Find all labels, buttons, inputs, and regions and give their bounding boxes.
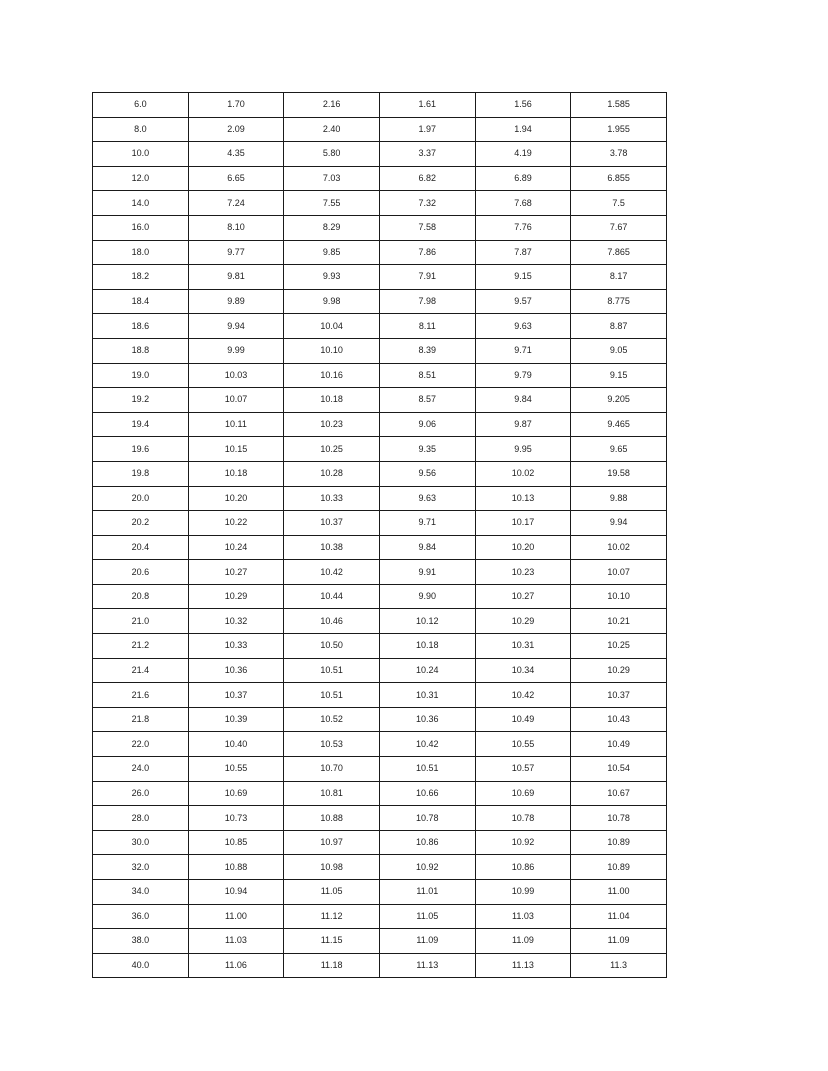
table-cell: 16.0 <box>93 215 189 240</box>
table-cell: 10.07 <box>571 560 667 585</box>
table-cell: 21.0 <box>93 609 189 634</box>
table-cell: 19.0 <box>93 363 189 388</box>
table-row <box>93 486 667 511</box>
table-row <box>93 806 667 831</box>
table-cell: 19.58 <box>571 461 667 486</box>
table-cell: 10.12 <box>379 609 475 634</box>
table-cell: 9.77 <box>188 240 284 265</box>
table-cell: 9.63 <box>475 314 571 339</box>
table-cell: 10.57 <box>475 757 571 782</box>
table-cell: 1.70 <box>188 93 284 118</box>
table-cell: 10.36 <box>379 707 475 732</box>
table-row <box>93 215 667 240</box>
table-cell: 9.88 <box>571 486 667 511</box>
table-cell: 28.0 <box>93 806 189 831</box>
table-cell: 10.78 <box>571 806 667 831</box>
table-cell: 10.85 <box>188 830 284 855</box>
table-cell: 10.97 <box>284 830 380 855</box>
table-row <box>93 363 667 388</box>
table-cell: 10.44 <box>284 584 380 609</box>
table-cell: 7.67 <box>571 215 667 240</box>
table-cell: 9.94 <box>571 511 667 536</box>
table-cell: 11.03 <box>475 904 571 929</box>
table-cell: 20.2 <box>93 511 189 536</box>
table-cell: 18.2 <box>93 265 189 290</box>
table-row <box>93 388 667 413</box>
table-cell: 34.0 <box>93 880 189 905</box>
table-cell: 9.65 <box>571 437 667 462</box>
table-row <box>93 707 667 732</box>
table-cell: 7.865 <box>571 240 667 265</box>
table-cell: 10.02 <box>475 461 571 486</box>
table-row <box>93 535 667 560</box>
table-cell: 11.13 <box>475 953 571 978</box>
table-cell: 1.61 <box>379 93 475 118</box>
table-cell: 10.37 <box>571 683 667 708</box>
table-cell: 6.0 <box>93 93 189 118</box>
table-cell: 10.20 <box>188 486 284 511</box>
table-cell: 10.36 <box>188 658 284 683</box>
table-row <box>93 880 667 905</box>
table-cell: 10.42 <box>379 732 475 757</box>
table-cell: 20.0 <box>93 486 189 511</box>
table-row <box>93 240 667 265</box>
table-row <box>93 412 667 437</box>
table-cell: 21.8 <box>93 707 189 732</box>
table-cell: 1.97 <box>379 117 475 142</box>
table-cell: 9.05 <box>571 338 667 363</box>
table-cell: 9.90 <box>379 584 475 609</box>
table-cell: 40.0 <box>93 953 189 978</box>
table-row <box>93 191 667 216</box>
table-cell: 11.06 <box>188 953 284 978</box>
table-cell: 10.18 <box>379 634 475 659</box>
table-cell: 3.78 <box>571 142 667 167</box>
table-cell: 10.51 <box>379 757 475 782</box>
table-cell: 10.04 <box>284 314 380 339</box>
table-cell: 9.57 <box>475 289 571 314</box>
table-cell: 10.16 <box>284 363 380 388</box>
table-cell: 11.09 <box>571 929 667 954</box>
table-cell: 7.68 <box>475 191 571 216</box>
table-cell: 36.0 <box>93 904 189 929</box>
table-cell: 10.67 <box>571 781 667 806</box>
table-cell: 8.11 <box>379 314 475 339</box>
table-row <box>93 584 667 609</box>
table-cell: 9.98 <box>284 289 380 314</box>
table-cell: 21.4 <box>93 658 189 683</box>
table-row <box>93 289 667 314</box>
table-cell: 8.51 <box>379 363 475 388</box>
table-row <box>93 117 667 142</box>
table-cell: 10.17 <box>475 511 571 536</box>
table-cell: 5.80 <box>284 142 380 167</box>
table-cell: 11.3 <box>571 953 667 978</box>
table-cell: 7.98 <box>379 289 475 314</box>
table-cell: 10.86 <box>475 855 571 880</box>
table-cell: 11.01 <box>379 880 475 905</box>
table-cell: 10.66 <box>379 781 475 806</box>
table-cell: 7.5 <box>571 191 667 216</box>
table-cell: 10.24 <box>188 535 284 560</box>
table-cell: 10.23 <box>475 560 571 585</box>
table-cell: 10.29 <box>188 584 284 609</box>
table-cell: 9.85 <box>284 240 380 265</box>
table-cell: 9.87 <box>475 412 571 437</box>
table-cell: 9.84 <box>475 388 571 413</box>
table-cell: 10.29 <box>475 609 571 634</box>
table-cell: 10.53 <box>284 732 380 757</box>
table-cell: 10.31 <box>379 683 475 708</box>
table-cell: 9.465 <box>571 412 667 437</box>
table-row <box>93 437 667 462</box>
table-cell: 11.00 <box>571 880 667 905</box>
table-cell: 8.39 <box>379 338 475 363</box>
table-cell: 19.6 <box>93 437 189 462</box>
table-cell: 7.58 <box>379 215 475 240</box>
table-cell: 9.205 <box>571 388 667 413</box>
table-row <box>93 830 667 855</box>
table-cell: 11.15 <box>284 929 380 954</box>
table-cell: 11.09 <box>475 929 571 954</box>
table-cell: 21.6 <box>93 683 189 708</box>
table-cell: 10.78 <box>379 806 475 831</box>
table-cell: 26.0 <box>93 781 189 806</box>
table-cell: 18.0 <box>93 240 189 265</box>
table-cell: 2.40 <box>284 117 380 142</box>
table-cell: 11.13 <box>379 953 475 978</box>
table-row <box>93 265 667 290</box>
table-cell: 9.56 <box>379 461 475 486</box>
table-cell: 10.29 <box>571 658 667 683</box>
table-row <box>93 314 667 339</box>
table-cell: 10.49 <box>475 707 571 732</box>
table-cell: 10.02 <box>571 535 667 560</box>
table-cell: 10.37 <box>188 683 284 708</box>
table-cell: 12.0 <box>93 166 189 191</box>
table-cell: 9.81 <box>188 265 284 290</box>
table-row <box>93 634 667 659</box>
table-cell: 1.585 <box>571 93 667 118</box>
table-cell: 20.6 <box>93 560 189 585</box>
table-cell: 10.23 <box>284 412 380 437</box>
table-cell: 9.89 <box>188 289 284 314</box>
table-row <box>93 781 667 806</box>
table-cell: 6.65 <box>188 166 284 191</box>
table-cell: 10.21 <box>571 609 667 634</box>
table-cell: 8.17 <box>571 265 667 290</box>
table-cell: 32.0 <box>93 855 189 880</box>
table-cell: 19.4 <box>93 412 189 437</box>
table-cell: 10.27 <box>188 560 284 585</box>
table-row <box>93 953 667 978</box>
table-cell: 24.0 <box>93 757 189 782</box>
table-cell: 10.99 <box>475 880 571 905</box>
table-cell: 10.33 <box>188 634 284 659</box>
table-cell: 8.57 <box>379 388 475 413</box>
table-cell: 10.32 <box>188 609 284 634</box>
table-cell: 10.10 <box>284 338 380 363</box>
table-cell: 9.71 <box>475 338 571 363</box>
table-cell: 10.24 <box>379 658 475 683</box>
table-cell: 19.8 <box>93 461 189 486</box>
table-cell: 8.29 <box>284 215 380 240</box>
table-cell: 6.82 <box>379 166 475 191</box>
table-cell: 20.4 <box>93 535 189 560</box>
table-cell: 3.37 <box>379 142 475 167</box>
table-cell: 9.84 <box>379 535 475 560</box>
table-cell: 18.4 <box>93 289 189 314</box>
table-cell: 10.39 <box>188 707 284 732</box>
table-cell: 9.95 <box>475 437 571 462</box>
table-cell: 7.55 <box>284 191 380 216</box>
table-cell: 11.03 <box>188 929 284 954</box>
table-row <box>93 461 667 486</box>
table-cell: 11.18 <box>284 953 380 978</box>
table-cell: 7.03 <box>284 166 380 191</box>
table-cell: 19.2 <box>93 388 189 413</box>
table-cell: 9.93 <box>284 265 380 290</box>
table-cell: 11.12 <box>284 904 380 929</box>
table-cell: 10.54 <box>571 757 667 782</box>
table-cell: 10.88 <box>284 806 380 831</box>
table-cell: 10.78 <box>475 806 571 831</box>
table-cell: 10.89 <box>571 855 667 880</box>
table-cell: 9.71 <box>379 511 475 536</box>
table-cell: 9.79 <box>475 363 571 388</box>
data-table-body <box>93 93 667 978</box>
table-cell: 10.81 <box>284 781 380 806</box>
table-cell: 10.13 <box>475 486 571 511</box>
table-cell: 6.855 <box>571 166 667 191</box>
table-row <box>93 511 667 536</box>
table-cell: 10.10 <box>571 584 667 609</box>
table-row <box>93 166 667 191</box>
table-cell: 1.955 <box>571 117 667 142</box>
table-cell: 10.25 <box>284 437 380 462</box>
table-cell: 10.40 <box>188 732 284 757</box>
table-cell: 10.43 <box>571 707 667 732</box>
table-cell: 10.28 <box>284 461 380 486</box>
table-cell: 10.69 <box>188 781 284 806</box>
table-cell: 9.35 <box>379 437 475 462</box>
table-cell: 10.22 <box>188 511 284 536</box>
table-cell: 10.37 <box>284 511 380 536</box>
table-cell: 10.15 <box>188 437 284 462</box>
table-cell: 20.8 <box>93 584 189 609</box>
table-row <box>93 142 667 167</box>
table-cell: 10.18 <box>284 388 380 413</box>
table-cell: 9.63 <box>379 486 475 511</box>
table-cell: 9.94 <box>188 314 284 339</box>
table-cell: 1.94 <box>475 117 571 142</box>
table-cell: 10.11 <box>188 412 284 437</box>
table-cell: 8.775 <box>571 289 667 314</box>
table-cell: 10.50 <box>284 634 380 659</box>
table-cell: 11.04 <box>571 904 667 929</box>
table-cell: 10.46 <box>284 609 380 634</box>
table-cell: 10.03 <box>188 363 284 388</box>
table-cell: 18.8 <box>93 338 189 363</box>
data-table <box>92 92 667 978</box>
table-cell: 10.92 <box>475 830 571 855</box>
table-row <box>93 757 667 782</box>
table-cell: 10.49 <box>571 732 667 757</box>
table-cell: 10.88 <box>188 855 284 880</box>
table-cell: 2.09 <box>188 117 284 142</box>
table-cell: 11.05 <box>379 904 475 929</box>
table-cell: 9.15 <box>571 363 667 388</box>
table-cell: 9.15 <box>475 265 571 290</box>
table-row <box>93 560 667 585</box>
table-cell: 22.0 <box>93 732 189 757</box>
table-cell: 38.0 <box>93 929 189 954</box>
table-cell: 9.99 <box>188 338 284 363</box>
table-cell: 11.09 <box>379 929 475 954</box>
table-cell: 10.27 <box>475 584 571 609</box>
table-cell: 6.89 <box>475 166 571 191</box>
table-cell: 10.86 <box>379 830 475 855</box>
table-cell: 10.55 <box>188 757 284 782</box>
table-cell: 7.32 <box>379 191 475 216</box>
table-cell: 10.42 <box>284 560 380 585</box>
table-row <box>93 904 667 929</box>
table-cell: 10.52 <box>284 707 380 732</box>
table-cell: 14.0 <box>93 191 189 216</box>
table-cell: 30.0 <box>93 830 189 855</box>
table-cell: 10.89 <box>571 830 667 855</box>
table-cell: 8.10 <box>188 215 284 240</box>
table-cell: 10.20 <box>475 535 571 560</box>
table-cell: 10.42 <box>475 683 571 708</box>
table-cell: 10.38 <box>284 535 380 560</box>
table-cell: 10.18 <box>188 461 284 486</box>
table-cell: 10.0 <box>93 142 189 167</box>
table-cell: 10.70 <box>284 757 380 782</box>
table-row <box>93 338 667 363</box>
table-cell: 10.98 <box>284 855 380 880</box>
table-row <box>93 855 667 880</box>
table-cell: 1.56 <box>475 93 571 118</box>
table-cell: 9.06 <box>379 412 475 437</box>
table-cell: 18.6 <box>93 314 189 339</box>
table-cell: 8.0 <box>93 117 189 142</box>
table-cell: 8.87 <box>571 314 667 339</box>
table-cell: 21.2 <box>93 634 189 659</box>
table-cell: 10.51 <box>284 683 380 708</box>
table-cell: 2.16 <box>284 93 380 118</box>
table-cell: 7.76 <box>475 215 571 240</box>
table-cell: 7.24 <box>188 191 284 216</box>
table-cell: 4.19 <box>475 142 571 167</box>
table-cell: 10.73 <box>188 806 284 831</box>
table-cell: 10.07 <box>188 388 284 413</box>
table-cell: 10.25 <box>571 634 667 659</box>
table-row <box>93 732 667 757</box>
table-cell: 10.34 <box>475 658 571 683</box>
table-row <box>93 683 667 708</box>
table-row <box>93 929 667 954</box>
table-cell: 10.51 <box>284 658 380 683</box>
table-cell: 10.55 <box>475 732 571 757</box>
table-cell: 11.05 <box>284 880 380 905</box>
table-cell: 10.31 <box>475 634 571 659</box>
table-row <box>93 93 667 118</box>
table-cell: 7.91 <box>379 265 475 290</box>
table-cell: 10.92 <box>379 855 475 880</box>
table-cell: 10.69 <box>475 781 571 806</box>
table-cell: 11.00 <box>188 904 284 929</box>
table-cell: 10.94 <box>188 880 284 905</box>
table-cell: 7.87 <box>475 240 571 265</box>
table-cell: 10.33 <box>284 486 380 511</box>
table-row <box>93 658 667 683</box>
table-cell: 4.35 <box>188 142 284 167</box>
table-cell: 7.86 <box>379 240 475 265</box>
table-row <box>93 609 667 634</box>
table-cell: 9.91 <box>379 560 475 585</box>
